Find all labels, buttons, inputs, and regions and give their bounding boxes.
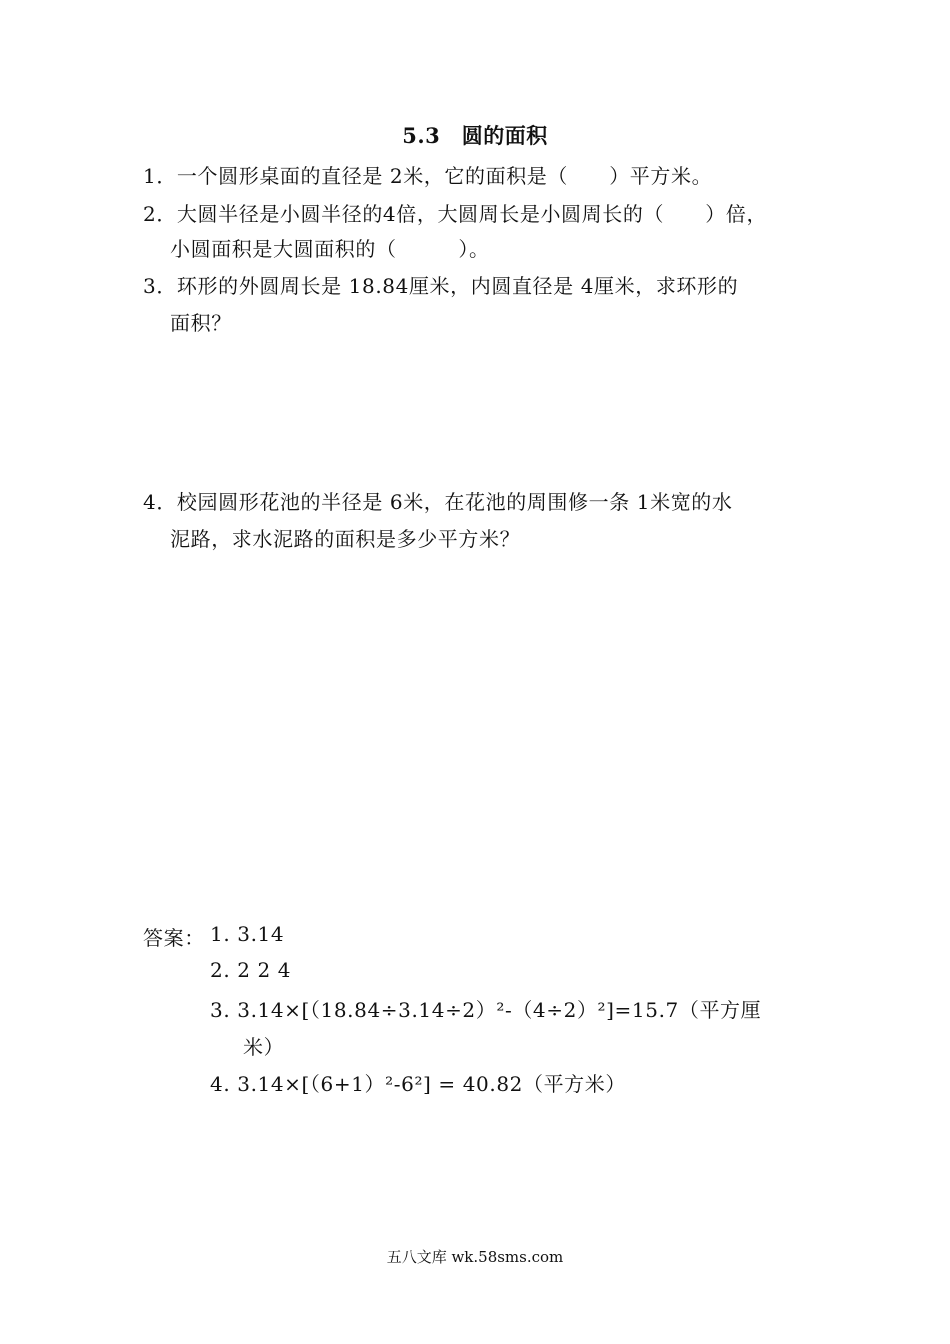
page-footer: 五八文库 wk.58sms.com (386, 1248, 564, 1266)
answer-2: 2. 2 2 4 (210, 958, 292, 982)
question-4-line-1: 4．校园圆形花池的半径是 6米，在花池的周围修一条 1米宽的水 (143, 490, 733, 514)
answer-3-line-2: 米） (243, 1035, 285, 1059)
question-3-line-1: 3．环形的外圆周长是 18.84厘米，内圆直径是 4厘米，求环形的 (143, 274, 739, 298)
question-1: 1．一个圆形桌面的直径是 2米，它的面积是（ ）平方米。 (143, 164, 713, 188)
answer-1: 1. 3.14 (210, 922, 285, 946)
question-2-line-1: 2．大圆半径是小圆半径的4倍，大圆周长是小圆周长的（ ）倍， (143, 202, 768, 226)
answer-3-line-1: 3. 3.14×[（18.84÷3.14÷2）²-（4÷2）²]=15.7（平方厘 (210, 998, 762, 1022)
answers-label: 答案： (143, 926, 205, 950)
question-2-line-2: 小圆面积是大圆面积的（ ）。 (170, 237, 490, 261)
page-title: 5.3 圆的面积 (402, 123, 548, 148)
question-3-line-2: 面积？ (170, 311, 232, 335)
answer-4: 4. 3.14×[（6+1）²-6²] = 40.82（平方米） (210, 1072, 626, 1096)
question-4-line-2: 泥路，求水泥路的面积是多少平方米？ (170, 527, 521, 551)
